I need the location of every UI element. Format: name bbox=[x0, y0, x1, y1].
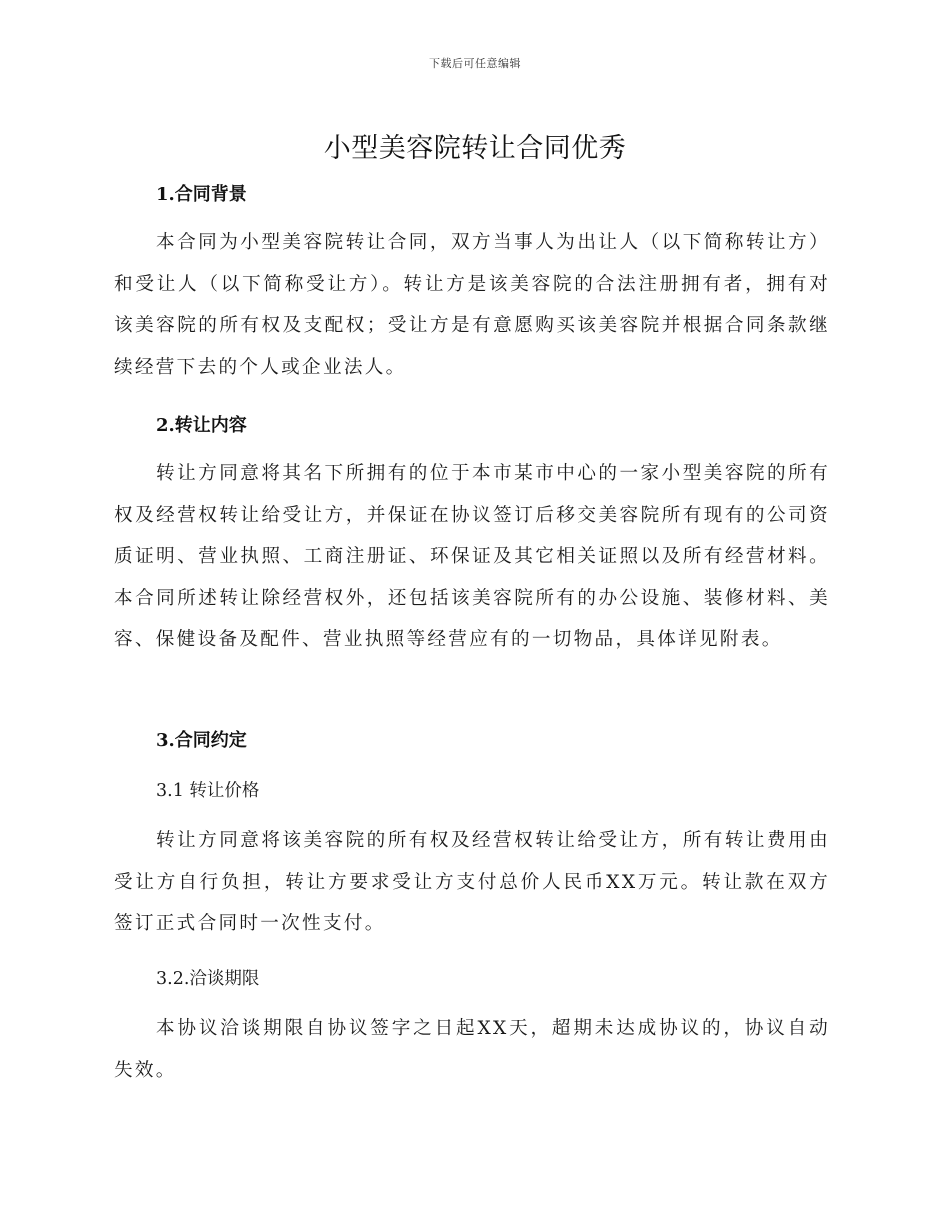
section-heading-agreement: 3.合同约定 bbox=[156, 730, 247, 751]
subsection-heading-price: 3.1 转让价格 bbox=[156, 781, 260, 801]
paragraph-transfer-content: 转让方同意将其名下所拥有的位于本市某市中心的一家小型美容院的所有权及经营权转让给受让方，并保证在协议签订后移交美容院所有现有的公司资质证明、营业执照、工商注册证、环保证及其它相关证照以及所有经营材料。本合同所述转让除经营权外，还包括该美容院所有的办公设施、装修材料、美容、保健设备及配件、营业执照等经营应有的一切物品，具体详见附表。 bbox=[114, 463, 830, 650]
paragraph-background: 本合同为小型美容院转让合同，双方当事人为出让人（以下简称转让方）和受让人（以下简称受让方）。转让方是该美容院的合法注册拥有者，拥有对该美容院的所有权及支配权；受让方是有意愿购买该美容院并根据合同条款继续经营下去的个人或企业法人。 bbox=[114, 232, 830, 378]
section-heading-transfer-content: 2.转让内容 bbox=[156, 415, 247, 436]
section-heading-background: 1.合同背景 bbox=[156, 184, 247, 205]
paragraph-price: 转让方同意将该美容院的所有权及经营权转让给受让方，所有转让费用由受让方自行负担，转让方要求受让方支付总价人民币XX万元。转让款在双方签订正式合同时一次性支付。 bbox=[114, 830, 830, 934]
paragraph-negotiation-period: 本协议洽谈期限自协议签字之日起XX天，超期未达成协议的，协议自动失效。 bbox=[114, 1018, 830, 1081]
page-header: 下载后可任意编辑 bbox=[429, 57, 521, 70]
document-title: 小型美容院转让合同优秀 bbox=[323, 133, 627, 164]
subsection-heading-negotiation-period: 3.2.洽谈期限 bbox=[156, 969, 260, 989]
